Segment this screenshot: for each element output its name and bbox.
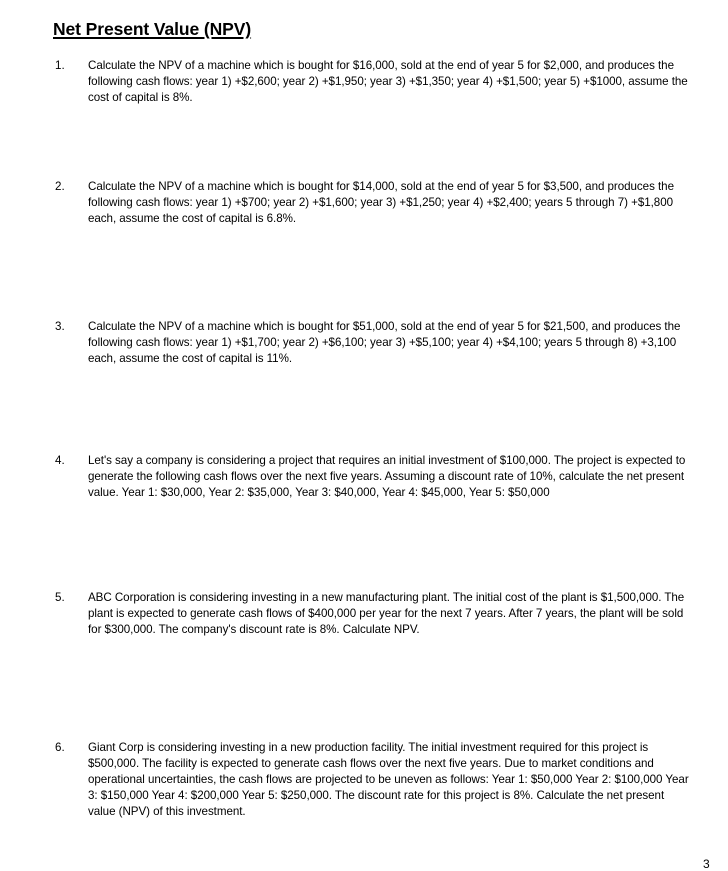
question-number: 4.	[55, 454, 65, 467]
question-number: 3.	[55, 320, 65, 333]
question-number: 1.	[55, 59, 65, 72]
question-text: ABC Corporation is considering investing in a new manufacturing plant. The initial cost of the plant is $1,500,000. The plant is expected to generate cash flows of $400,000 per year for the next 7 years. After 7 years, the plant will be sold for $300,000. The company's discount rate is 8%. Calculate NPV.	[88, 591, 685, 636]
question-text: Calculate the NPV of a machine which is bought for $16,000, sold at the end of year 5 for $2,000, and produces the following cash flows: year 1) +$2,600; year 2) +$1,950; year 3) +$1,350; year 4) +$1,500; year 5) +$1000, assume the cost of capital is 8%.	[88, 59, 688, 104]
page-title: Net Present Value (NPV)	[53, 19, 252, 39]
question-text: Calculate the NPV of a machine which is bought for $51,000, sold at the end of year 5 for $21,500, and produces the following cash flows: year 1) +$1,700; year 2) +$6,100; year 3) +$5,100; year 4) +$4,100; years 5 through 8) +3,100 each, assume the cost of capital is 11%.	[88, 320, 681, 365]
question-text: Calculate the NPV of a machine which is bought for $14,000, sold at the end of year 5 for $3,500, and produces the following cash flows: year 1) +$700; year 2) +$1,600; year 3) +$1,250; year 4) +$2,400; years 5 through 7) +$1,800 each, assume the cost of capital is 6.8%.	[88, 180, 674, 225]
question-text: Let's say a company is considering a project that requires an initial investment of $100,000. The project is expected to generate the following cash flows over the next five years. Assuming a discount rate of 10%, calculate the net present value. Year 1: $30,000, Year 2: $35,000, Year 3: $40,000, Year 4: $45,000, Year 5: $50,000	[88, 454, 686, 499]
question-number: 5.	[55, 591, 65, 604]
question-number: 2.	[55, 180, 65, 193]
page-number: 3	[703, 857, 710, 871]
question-text: Giant Corp is considering investing in a new production facility. The initial investment required for this project is $500,000. The facility is expected to generate cash flows over the next five years. Due to market conditions and operational uncertainties, the cash flows are projected to be uneven as follows: Year 1: $50,000 Year 2: $100,000 Year 3: $150,000 Year 4: $200,000 Year 5: $250,000. The discount rate for this project is 8%. Calculate the net present value (NPV) of this investment.	[88, 741, 689, 818]
question-number: 6.	[55, 741, 65, 754]
